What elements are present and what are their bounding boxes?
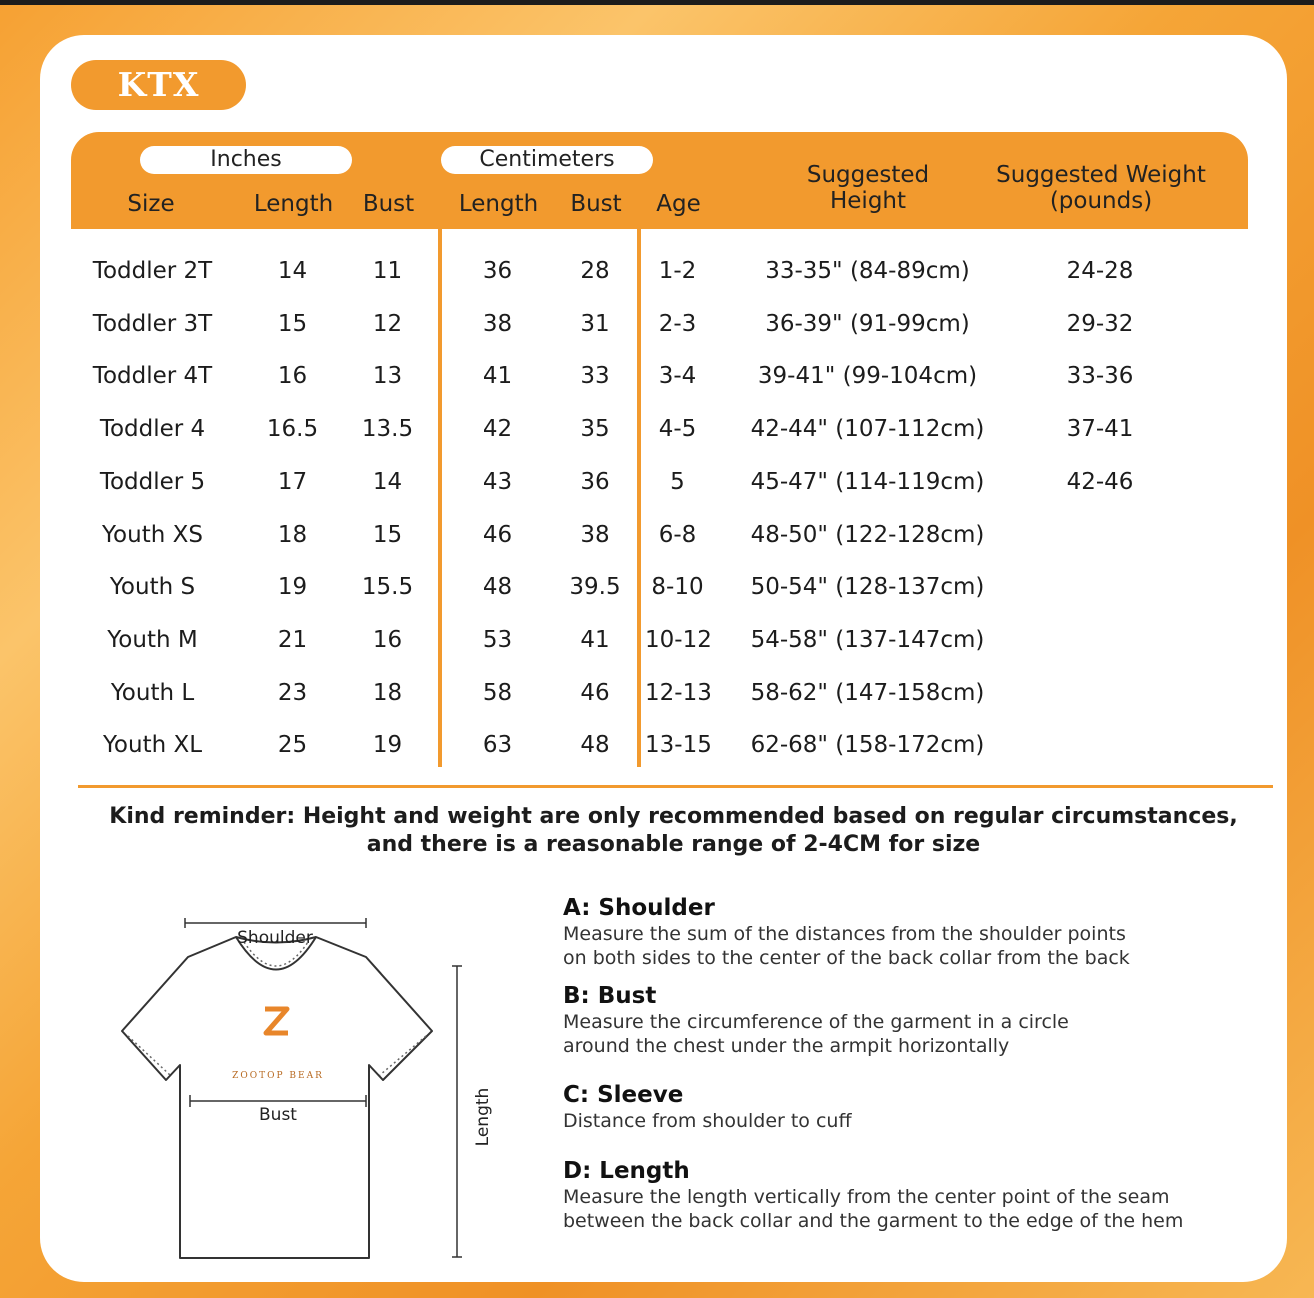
definition-text: Distance from shoulder to cuff (563, 1110, 852, 1132)
definition-text: between the back collar and the garment to the edge of the hem (563, 1210, 1184, 1232)
cell-cm-length: 43 (482, 468, 513, 495)
definition-length (563, 1158, 1263, 1233)
cell-in-bust: 15.5 (361, 574, 414, 601)
table-row (40, 509, 1287, 561)
cell-cm-bust: 36 (580, 468, 610, 495)
brand-badge: KTX (71, 60, 246, 110)
definition-title: C: Sleeve (563, 1082, 684, 1108)
definition-text: on both sides to the center of the back collar from the back (563, 947, 1130, 969)
cell-age: 5 (670, 468, 685, 495)
cell-height: 58-62" (147-158cm) (750, 679, 985, 706)
cell-cm-bust: 28 (580, 258, 610, 284)
table-header (71, 132, 1248, 229)
cell-weight (1030, 561, 1170, 613)
cell-cm-bust: 35 (580, 416, 610, 443)
header-suggested-weight: Suggested Weight (pounds) (996, 162, 1206, 214)
cell-in-bust: 16 (372, 626, 403, 653)
cell-in-length: 19 (277, 574, 308, 601)
table-row (40, 561, 1287, 613)
cell-height: 36-39" (91-99cm) (765, 310, 970, 337)
cell-weight: 37-41 (1066, 416, 1134, 443)
cell-size: Youth XL (102, 732, 203, 759)
cell-cm-bust: 41 (580, 626, 610, 653)
cell-cm-length: 42 (482, 416, 513, 443)
inches-group-label: Inches (140, 146, 352, 174)
cell-height: 62-68" (158-172cm) (750, 732, 985, 759)
definition-text: Measure the sum of the distances from the shoulder points (563, 923, 1126, 945)
cell-size: Youth XS (102, 521, 203, 548)
cell-cm-bust: 33 (580, 363, 610, 390)
table-row (40, 456, 1287, 508)
cell-in-bust: 13.5 (361, 416, 414, 443)
header-size: Size (127, 191, 175, 217)
table-row (40, 350, 1287, 402)
cell-cm-length: 38 (482, 310, 513, 337)
cell-height: 45-47" (114-119cm) (750, 468, 985, 495)
definition-title: A: Shoulder (563, 895, 715, 921)
cell-cm-bust: 46 (580, 679, 610, 706)
cell-in-bust: 18 (372, 679, 403, 706)
cell-weight: 24-28 (1066, 258, 1134, 284)
cell-size: Youth S (109, 574, 196, 601)
cell-cm-length: 46 (482, 521, 513, 548)
table-row (40, 298, 1287, 350)
definition-text: Measure the circumference of the garment in a circle (563, 1011, 1069, 1033)
cell-cm-bust: 48 (580, 732, 610, 759)
table-bottom-rule (78, 785, 1273, 788)
cell-in-length: 15 (277, 310, 308, 337)
table-row (40, 719, 1287, 771)
definition-text: Measure the length vertically from the center point of the seam (563, 1186, 1170, 1208)
header-inches-bust: Bust (362, 191, 415, 217)
cell-weight: 42-46 (1066, 468, 1134, 495)
table-row (40, 614, 1287, 666)
cell-age: 1-2 (658, 258, 697, 284)
cell-weight (1030, 614, 1170, 666)
cell-in-length: 23 (277, 679, 308, 706)
definition-title: D: Length (563, 1158, 690, 1184)
cell-in-length: 16.5 (266, 416, 319, 443)
cell-size: Youth M (107, 626, 198, 653)
header-age: Age (656, 191, 701, 217)
cell-in-length: 18 (277, 521, 308, 548)
cell-age: 12-13 (645, 679, 712, 706)
cell-weight: 33-36 (1066, 363, 1134, 390)
cell-cm-length: 48 (482, 574, 513, 601)
centimeters-group-label: Centimeters (441, 146, 653, 174)
cell-size: Toddler 5 (99, 468, 206, 495)
definition-bust (563, 983, 1263, 1058)
tshirt-diagram (110, 890, 510, 1270)
header-cm-bust: Bust (570, 191, 622, 217)
cell-in-bust: 13 (372, 363, 403, 390)
cell-age: 6-8 (658, 521, 697, 548)
cell-height: 54-58" (137-147cm) (750, 626, 985, 653)
cell-in-bust: 11 (372, 258, 403, 284)
cell-in-length: 25 (277, 732, 308, 759)
bust-label: Bust (259, 1105, 297, 1125)
cell-cm-bust: 39.5 (569, 574, 621, 601)
cell-age: 10-12 (645, 626, 712, 653)
cell-cm-bust: 31 (580, 310, 610, 337)
cell-cm-length: 36 (482, 258, 513, 284)
cell-in-length: 21 (277, 626, 308, 653)
shoulder-label: Shoulder (237, 928, 313, 948)
cell-cm-length: 41 (482, 363, 513, 390)
table-row (40, 403, 1287, 455)
brand-logo-text: ZOOTOP BEAR (232, 1071, 324, 1081)
reminder-line-2: and there is a reasonable range of 2-4CM for size (366, 832, 981, 857)
reminder-line-1: Kind reminder: Height and weight are only recommended based on regular circumstances, (109, 804, 1238, 829)
cell-age: 13-15 (645, 732, 712, 759)
cell-cm-length: 53 (482, 626, 513, 653)
cell-height: 48-50" (122-128cm) (750, 521, 985, 548)
background-frame (0, 5, 1314, 1298)
kind-reminder (80, 803, 1267, 859)
cell-size: Toddler 4 (99, 416, 206, 443)
definition-title: B: Bust (563, 983, 657, 1009)
cell-weight (1030, 509, 1170, 561)
cell-cm-length: 58 (482, 679, 513, 706)
cell-in-bust: 19 (372, 732, 403, 759)
definition-text: around the chest under the armpit horizontally (563, 1035, 1010, 1057)
header-cm-length: Length (458, 191, 539, 217)
header-inches-length: Length (253, 191, 334, 217)
table-row (40, 667, 1287, 719)
cell-size: Youth L (110, 679, 195, 706)
cell-cm-bust: 38 (580, 521, 610, 548)
cell-in-length: 14 (277, 258, 308, 284)
cell-in-bust: 12 (372, 310, 403, 337)
definition-shoulder (563, 895, 1263, 970)
table-row (40, 245, 1287, 297)
cell-weight (1030, 719, 1170, 771)
cell-height: 50-54" (128-137cm) (750, 574, 985, 601)
cell-size: Toddler 3T (92, 310, 213, 337)
definition-sleeve (563, 1082, 1263, 1133)
cell-in-bust: 15 (372, 521, 403, 548)
header-suggested-height: Suggested Height (806, 162, 930, 214)
cell-in-bust: 14 (372, 468, 403, 495)
cell-age: 4-5 (658, 416, 697, 443)
cell-size: Toddler 2T (92, 258, 213, 284)
size-chart-card (40, 35, 1287, 1282)
cell-age: 3-4 (658, 363, 697, 390)
cell-height: 33-35" (84-89cm) (765, 258, 970, 284)
cell-in-length: 16 (277, 363, 308, 390)
cell-weight: 29-32 (1066, 310, 1134, 337)
cell-size: Toddler 4T (92, 363, 213, 390)
cell-weight (1030, 667, 1170, 719)
cell-height: 42-44" (107-112cm) (750, 416, 985, 443)
cell-height: 39-41" (99-104cm) (757, 363, 978, 390)
cell-age: 8-10 (651, 574, 704, 601)
cell-cm-length: 63 (482, 732, 513, 759)
cell-age: 2-3 (658, 310, 697, 337)
length-label: Length (473, 1087, 493, 1147)
cell-in-length: 17 (277, 468, 308, 495)
